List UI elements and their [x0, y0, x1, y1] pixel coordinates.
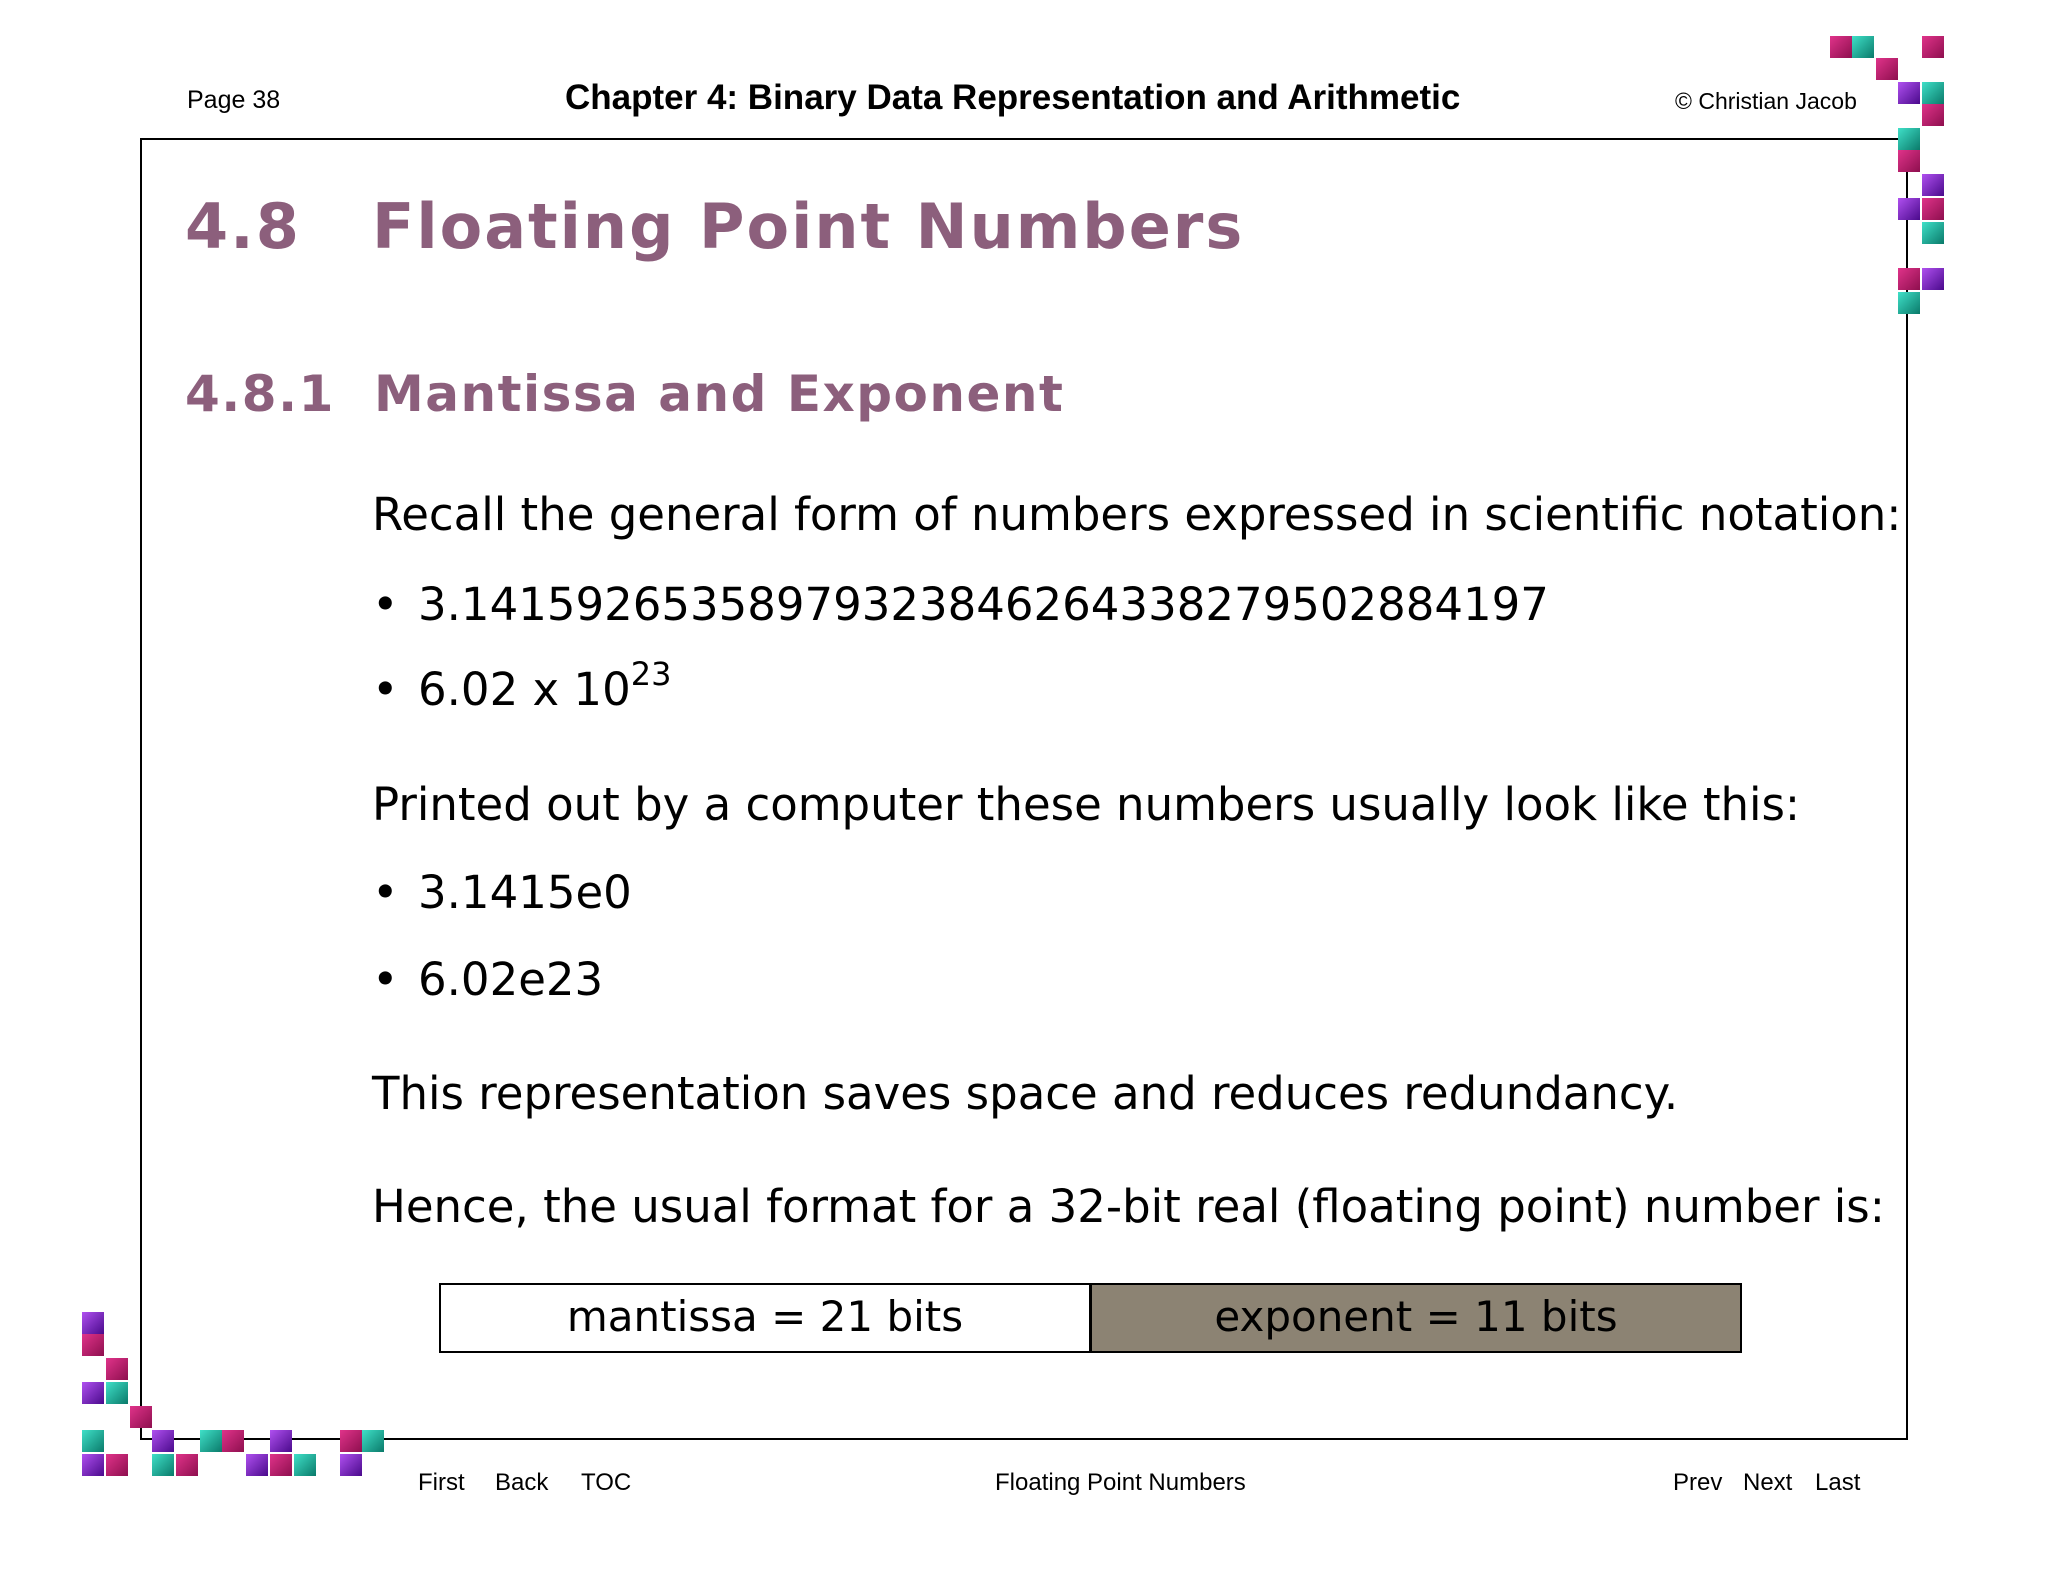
section-title: Floating Point Numbers: [372, 190, 1245, 263]
nav-prev-link[interactable]: Prev: [1673, 1469, 1723, 1496]
list-item: [372, 578, 1549, 631]
bullet-icon: •: [372, 663, 399, 716]
bullet-icon: •: [372, 578, 399, 631]
hence-paragraph: Hence, the usual format for a 32-bit real (floating point) number is:: [372, 1180, 1885, 1233]
bullet-icon: •: [372, 953, 399, 1006]
list-item: [372, 655, 672, 716]
section-number: 4.8: [185, 190, 301, 263]
saves-paragraph: This representation saves space and reduces redundancy.: [372, 1067, 1679, 1120]
footer-title: Floating Point Numbers: [995, 1469, 1246, 1496]
subsection-number: 4.8.1: [185, 365, 335, 423]
printed-pi: 3.1415e0: [418, 866, 632, 919]
pi-value: 3.14159265358979323846264338279502884197: [418, 578, 1549, 631]
nav-next-link[interactable]: Next: [1743, 1469, 1793, 1496]
subsection-title: Mantissa and Exponent: [374, 365, 1065, 423]
printed-avogadro: 6.02e23: [418, 953, 604, 1006]
nav-toc-link[interactable]: TOC: [581, 1469, 632, 1496]
printed-paragraph: Printed out by a computer these numbers usually look like this:: [372, 778, 1801, 831]
nav-first-link[interactable]: First: [418, 1469, 465, 1496]
list-item: [372, 953, 603, 1006]
bullet-icon: •: [372, 866, 399, 919]
nav-last-link[interactable]: Last: [1815, 1469, 1861, 1496]
intro-paragraph: Recall the general form of numbers expressed in scientific notation:: [372, 488, 1902, 541]
exponent-field: exponent = 11 bits: [1090, 1283, 1742, 1353]
avogadro-exponent: 23: [630, 655, 672, 693]
copyright: © Christian Jacob: [1675, 88, 1857, 114]
avogadro-base: 6.02 x 10: [418, 663, 631, 716]
chapter-title: Chapter 4: Binary Data Representation and Arithmetic: [565, 78, 1461, 117]
page-number: Page 38: [187, 86, 281, 114]
list-item: [372, 866, 632, 919]
mantissa-field: mantissa = 21 bits: [439, 1283, 1091, 1353]
nav-back-link[interactable]: Back: [495, 1469, 549, 1496]
